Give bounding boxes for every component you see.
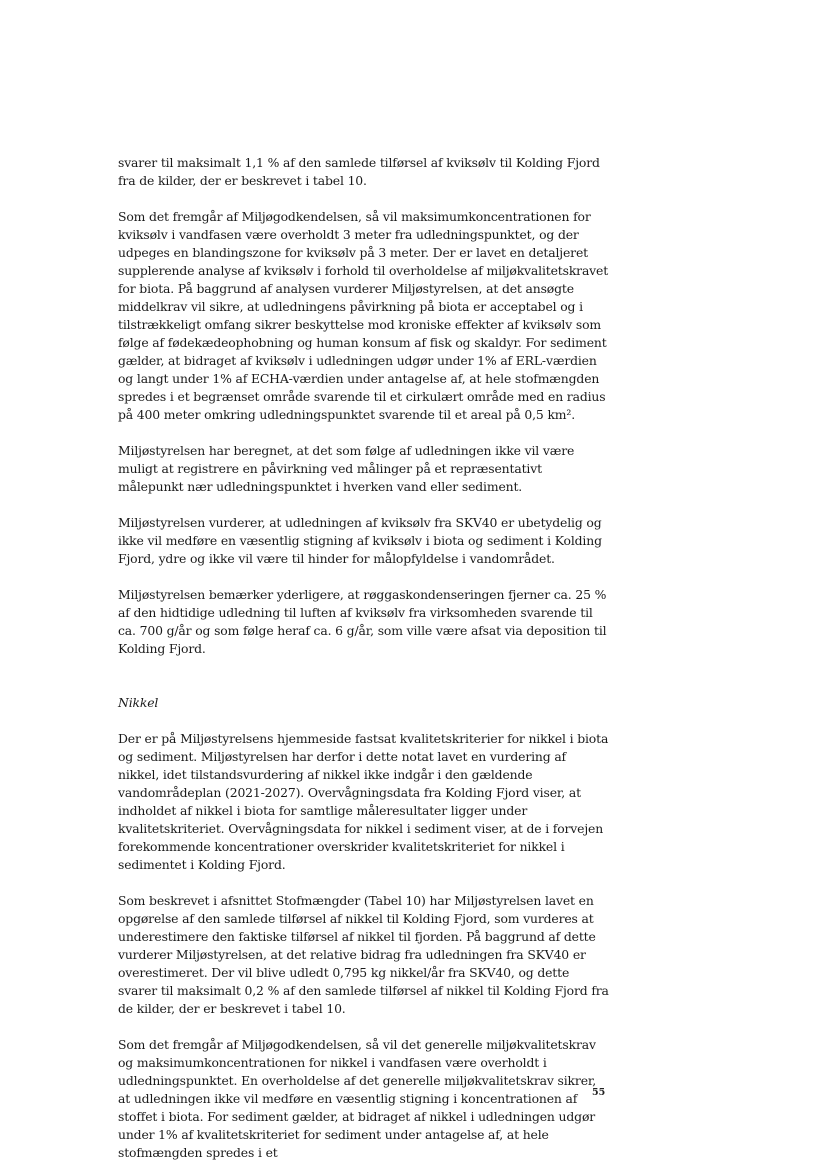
page-number: 55 bbox=[592, 1087, 606, 1098]
paragraph-nickel-substance-amounts: Som beskrevet i afsnittet Stofmængder (Tabel 10) har Miljøstyrelsen lavet en opgørelse af den samlede tilførsel af nikkel til Kolding Fjord, som vurderes at underestimere den faktiske tilførsel af nikkel til fjorden. På baggrund af dette vurderer Miljøstyrelsen, at det relative bidrag fra udledningen fra SKV40 er overestimeret. Der vil blive udledt 0,795 kg nikkel/år fra SKV40, og dette svarer til maksimalt 0,2 % af den samlede tilførsel af nikkel til Kolding Fjord fra de kilder, der er beskrevet i tabel 10. bbox=[118, 893, 609, 1016]
paragraph-mercury-measurement: Miljøstyrelsen har beregnet, at det som følge af udledningen ikke vil være muligt at registrere en påvirkning ved målinger på et repræsentativt målepunkt nær udledningspunktet i hverken vand eller sediment. bbox=[118, 443, 575, 494]
paragraph-mercury-flue-gas: Miljøstyrelsen bemærker yderligere, at røggaskondenseringen fjerner ca. 25 % af den hidtidige udledning til luften af kviksølv fra virksomheden svarende til ca. 700 g/år og som følge heraf ca. 6 g/år, som ville være afsat via deposition til Kolding Fjord. bbox=[118, 587, 607, 656]
paragraph-nickel-criteria: Der er på Miljøstyrelsens hjemmeside fastsat kvalitetskriterier for nikkel i biota og sediment. Miljøstyrelsen har derfor i dette notat lavet en vurdering af nikkel, idet tilstandsvurdering af nikkel ikke indgår i den gældende vandområdeplan (2021-2027). Overvågningsdata fra Kolding Fjord viser, at indholdet af nikkel i biota for samtlige måleresultater ligger under kvalitetskriteriet. Overvågningsdata for nikkel i sediment viser, at de i forvejen forekommende koncentrationer overskrider kvalitetskriteriet for nikkel i sedimentet i Kolding Fjord. bbox=[118, 731, 609, 872]
paragraph-mercury-share: svarer til maksimalt 1,1 % af den samlede tilførsel af kviksølv til Kolding Fjord fra de kilder, der er beskrevet i tabel 10. bbox=[118, 155, 600, 188]
section-heading-nickel: Nikkel bbox=[118, 695, 159, 710]
page-body bbox=[118, 154, 610, 1162]
paragraph-mercury-environmental-approval: Som det fremgår af Miljøgodkendelsen, så vil maksimumkoncentrationen for kviksølv i vandfasen være overholdt 3 meter fra udledningspunktet, og der udpeges en blandingszone for kviksølv på 3 meter. Der er lavet en detaljeret supplerende analyse af kviksølv i forhold til overholdelse af miljøkvalitetskravet for biota. På baggrund af analysen vurderer Miljøstyrelsen, at det ansøgte middelkrav vil sikre, at udledningens påvirkning på biota er acceptabel og i tilstrækkeligt omfang sikrer beskyttelse mod kroniske effekter af kviksølv som følge af fødekædeophobning og human konsum af fisk og skaldyr. For sediment gælder, at bidraget af kviksølv i udledningen udgør under 1% af ERL-værdien og langt under 1% af ECHA-værdien under antagelse af, at hele stofmængden spredes i et begrænset område svarende til et cirkulært område med en radius på 400 meter omkring udledningspunktet svarende til et areal på 0,5 km². bbox=[118, 209, 609, 422]
section-spacer bbox=[118, 676, 610, 694]
paragraph-nickel-environmental-approval: Som det fremgår af Miljøgodkendelsen, så vil det generelle miljøkvalitetskrav og maksimumkoncentrationen for nikkel i vandfasen være overholdt i udledningspunktet. En overholdelse af det generelle miljøkvalitetskrav sikrer, at udledningen ikke vil medføre en væsentlig stigning i koncentrationen af stoffet i biota. For sediment gælder, at bidraget af nikkel i udledningen udgør under 1% af kvalitetskriteriet for sediment under antagelse af, at hele stofmængden spredes i et bbox=[118, 1037, 597, 1160]
paragraph-mercury-assessment: Miljøstyrelsen vurderer, at udledningen af kviksølv fra SKV40 er ubetydelig og ikke vil medføre en væsentlig stigning af kviksølv i biota og sediment i Kolding Fjord, ydre og ikke vil være til hinder for målopfyldelse i vandområdet. bbox=[118, 515, 602, 566]
